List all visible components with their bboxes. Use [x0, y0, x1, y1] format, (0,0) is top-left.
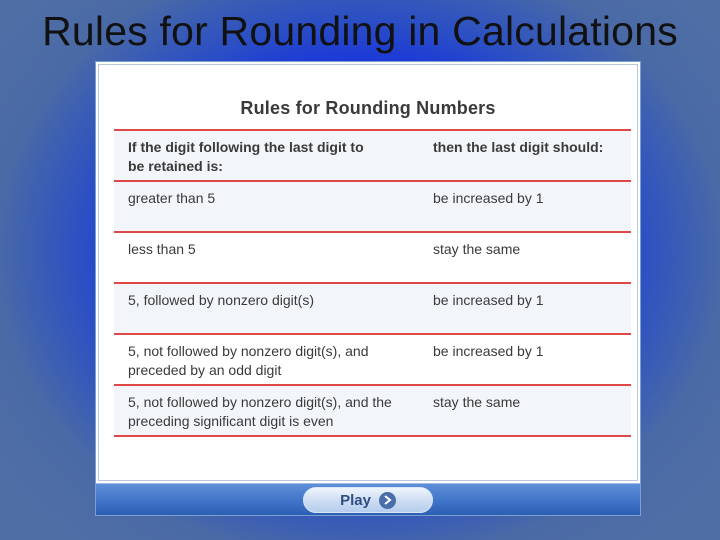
table-area [98, 64, 638, 481]
table-row [114, 282, 631, 333]
play-button-label: Play [340, 491, 371, 509]
table-row [114, 231, 631, 282]
row-condition: 5, not followed by nonzero digit(s), and preceded by an odd digit [128, 343, 369, 378]
play-circle-icon [379, 492, 396, 509]
slide-title: Rules for Rounding in Calculations [42, 8, 678, 54]
row-action: stay the same [433, 394, 521, 410]
play-button[interactable] [303, 487, 433, 513]
table-row [114, 333, 631, 384]
table-row [114, 180, 631, 231]
row-condition: less than 5 [128, 241, 196, 257]
rounding-rules-panel [95, 61, 641, 516]
header-action: then the last digit should: [433, 139, 604, 155]
row-condition: 5, not followed by nonzero digit(s), and the preceding significant digit is even [128, 394, 392, 429]
header-condition: If the digit following the last digit to be retained is: [128, 139, 364, 174]
player-control-bar [96, 483, 640, 515]
row-condition: 5, followed by nonzero digit(s) [128, 292, 314, 308]
table-title: Rules for Rounding Numbers [240, 98, 496, 118]
table-header-row [114, 129, 631, 180]
row-action: be increased by 1 [433, 190, 544, 206]
row-condition: greater than 5 [128, 190, 216, 206]
row-action: be increased by 1 [433, 292, 544, 308]
row-action: stay the same [433, 241, 521, 257]
table-row [114, 384, 631, 437]
row-action: be increased by 1 [433, 343, 544, 359]
rounding-rules-table [114, 129, 631, 437]
